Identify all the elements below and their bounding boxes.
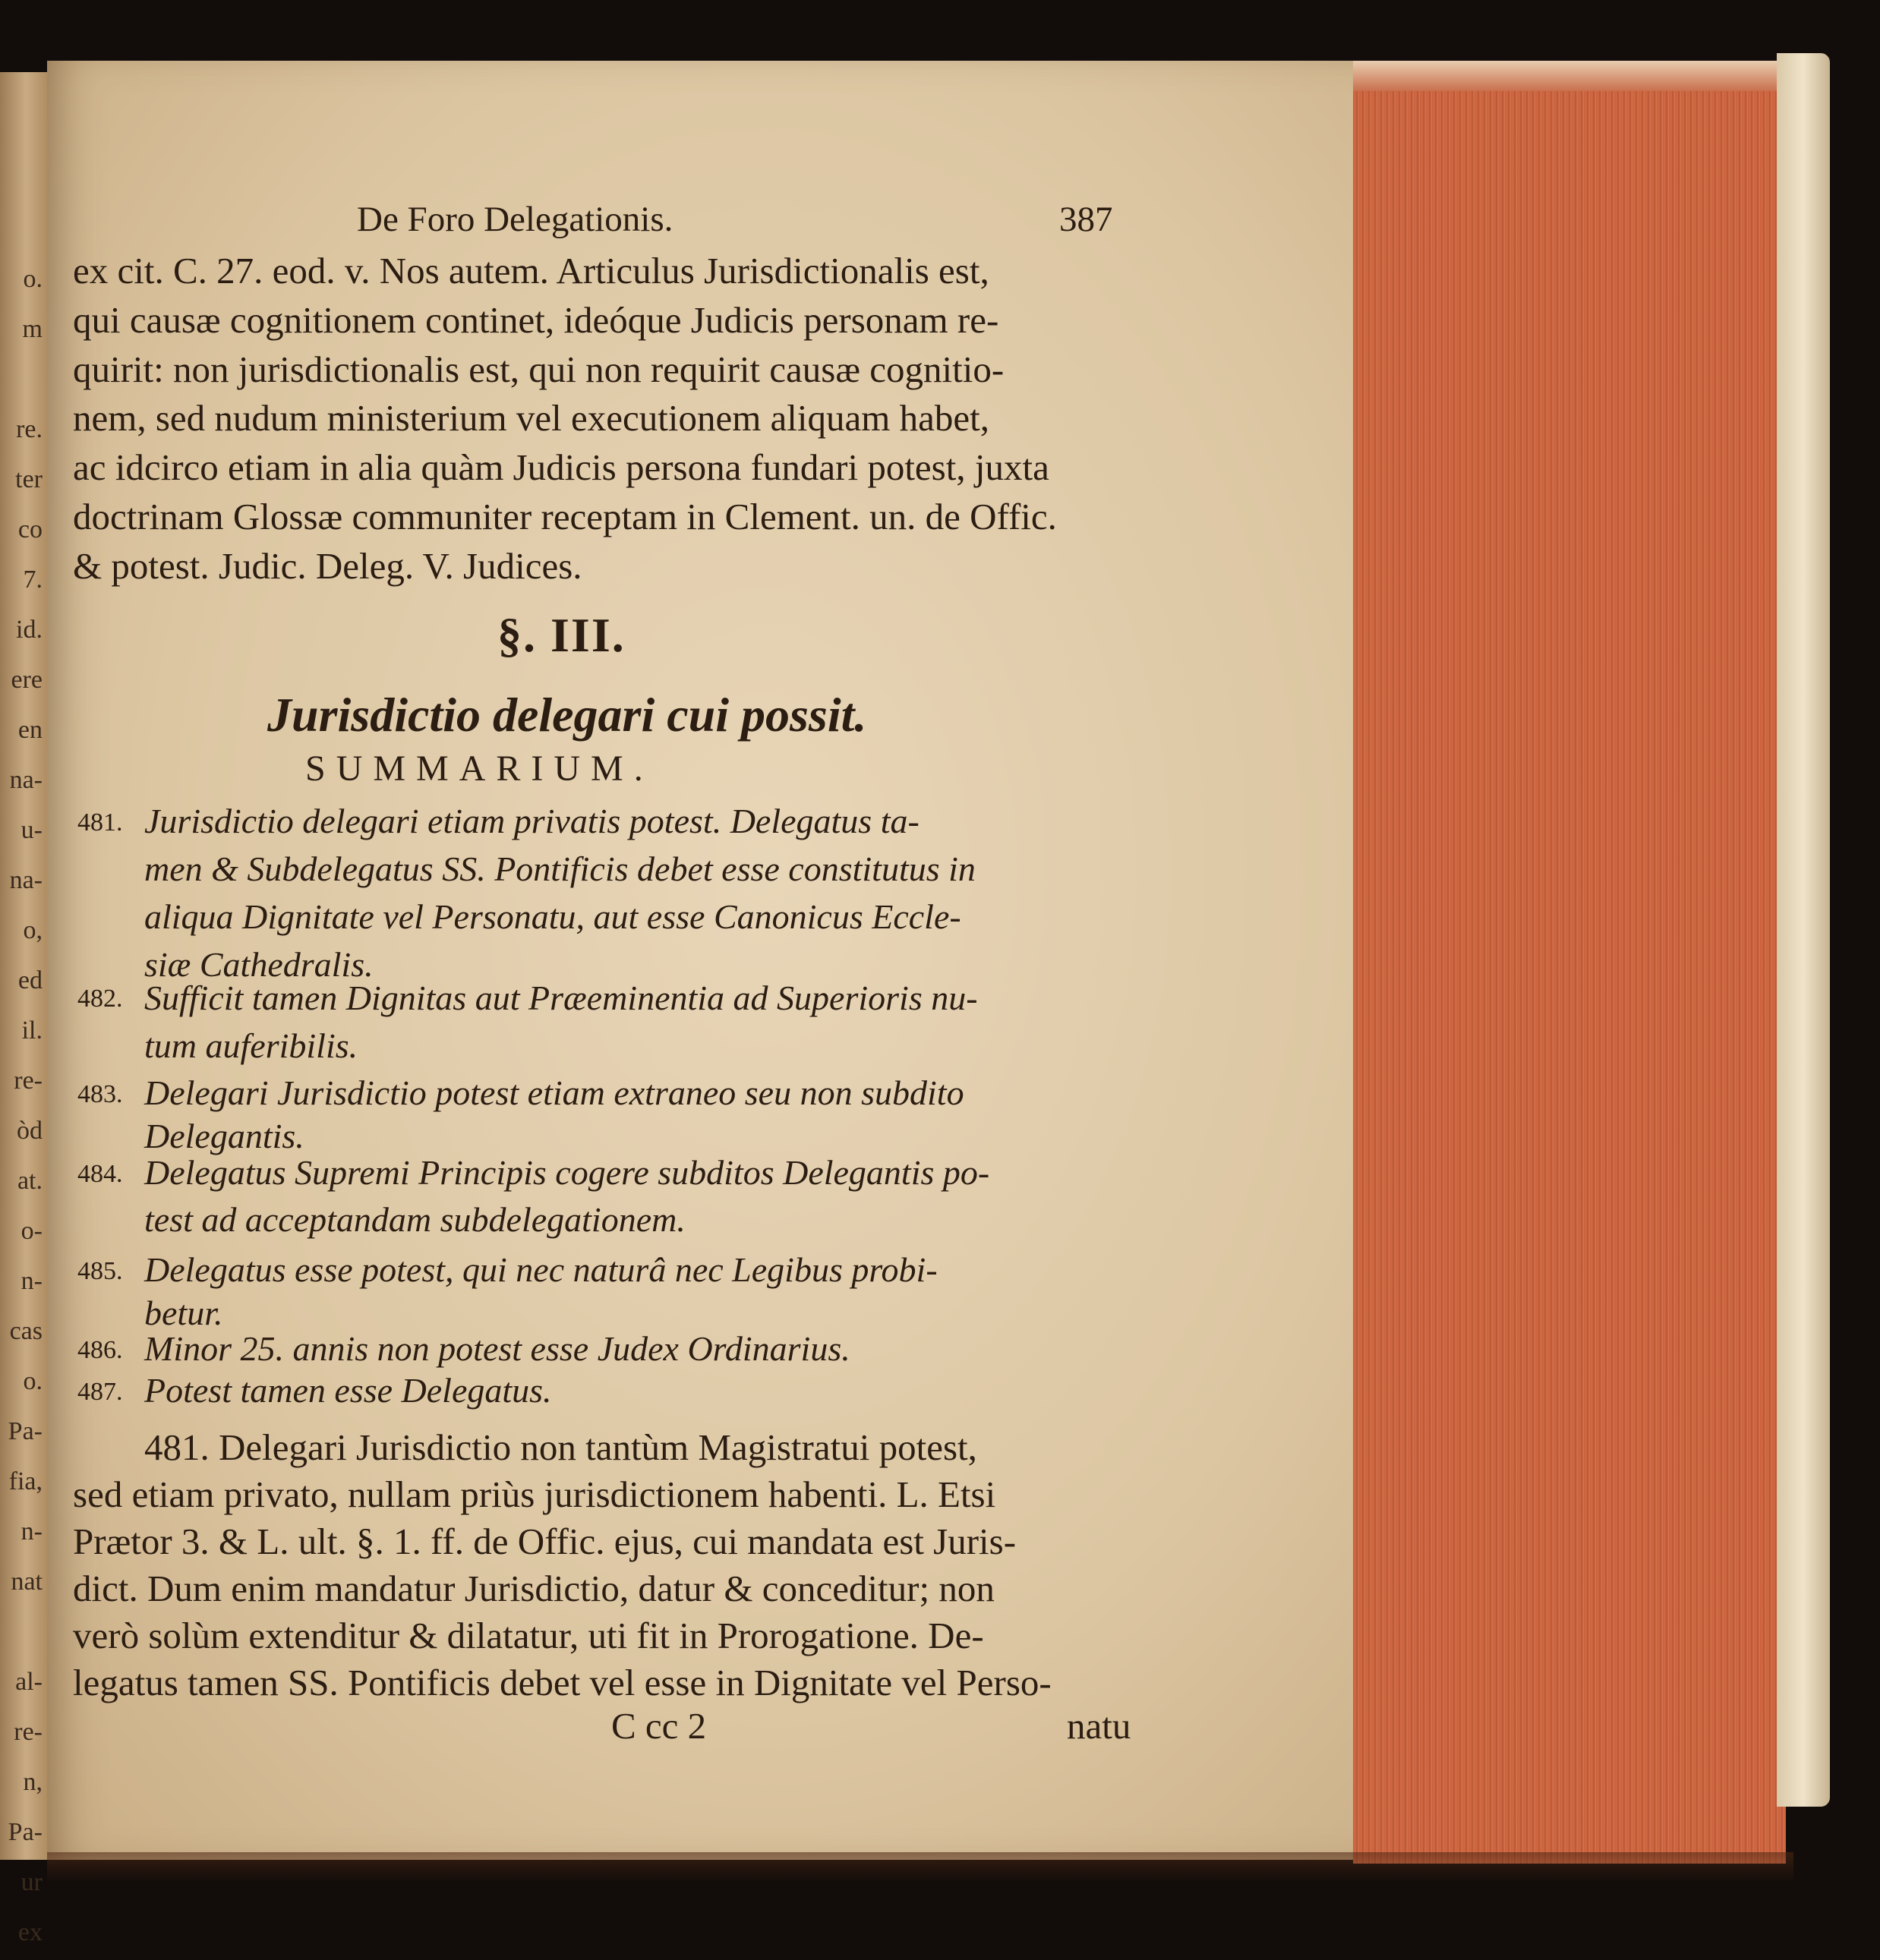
- previous-page-fragment: o.: [23, 265, 43, 293]
- previous-page-fragment: ter: [15, 465, 43, 493]
- summary-number: 486.: [77, 1336, 123, 1364]
- summary-line: Delegatus Supremi Principis cogere subditos Delegantis po-: [144, 1153, 990, 1192]
- para2-line: verò solùm extenditur & dilatatur, uti fit in Prorogatione. De-: [73, 1615, 984, 1656]
- previous-page-fragment: n,: [23, 1768, 43, 1796]
- section-title: Jurisdictio delegari cui possit.: [267, 688, 867, 742]
- para1-line: ac idcirco etiam in alia quàm Judicis persona fundari potest, juxta: [73, 446, 1049, 488]
- previous-page-fragment: o.: [23, 1367, 43, 1395]
- summary-number: 481.: [77, 808, 123, 837]
- summary-number: 484.: [77, 1160, 123, 1188]
- para1-line: qui causæ cognitionem continet, ideóque Judicis personam re-: [73, 299, 999, 341]
- summary-line: men & Subdelegatus SS. Pontificis debet esse constitutus in: [144, 849, 976, 888]
- previous-page-fragment: n-: [21, 1267, 43, 1295]
- previous-page-fragment: en: [17, 716, 43, 744]
- previous-page-fragment: [0, 355, 47, 405]
- previous-page-fragment: at.: [17, 1167, 43, 1195]
- para1-line: quirit: non jurisdictionalis est, qui non requirit causæ cognitio-: [73, 348, 1005, 390]
- summary-line: siæ Cathedralis.: [144, 945, 374, 984]
- previous-page-fragment: [0, 1607, 47, 1657]
- catchword: natu: [1067, 1705, 1131, 1747]
- previous-page-fragment: Pa-: [8, 1818, 43, 1846]
- previous-page-fragment: nat: [11, 1568, 43, 1596]
- previous-page-fragment: Pa-: [8, 1417, 43, 1445]
- summary-line: aliqua Dignitate vel Personatu, aut esse Canonicus Eccle-: [144, 897, 961, 936]
- summary-line: Delegantis.: [144, 1117, 304, 1155]
- para1-line: ex cit. C. 27. eod. v. Nos autem. Articulus Jurisdictionalis est,: [73, 250, 989, 291]
- signature-mark: C cc 2: [611, 1705, 707, 1747]
- fore-edge: [1353, 61, 1786, 1864]
- summary-number: 482.: [77, 985, 123, 1013]
- para1-line: nem, sed nudum ministerium vel executionem aliquam habet,: [73, 397, 990, 439]
- previous-page-fragment: ur: [21, 1868, 43, 1896]
- running-title: De Foro Delegationis.: [357, 200, 673, 239]
- summary-line: Delegari Jurisdictio potest etiam extraneo seu non subdito: [144, 1073, 964, 1112]
- previous-page-fragment: òd: [17, 1117, 43, 1145]
- page-number: 387: [1059, 200, 1113, 239]
- previous-page-fragment: re-: [14, 1718, 43, 1746]
- para2-line: sed etiam privato, nullam priùs jurisdictionem habenti. L. Etsi: [73, 1473, 996, 1515]
- previous-page-fragment: re-: [14, 1067, 43, 1095]
- previous-page-fragment: fia,: [8, 1467, 43, 1495]
- previous-page-fragment: al-: [15, 1668, 43, 1696]
- para2-line: legatus tamen SS. Pontificis debet vel esse in Dignitate vel Perso-: [73, 1662, 1052, 1703]
- previous-page-fragment: cas: [9, 1317, 43, 1345]
- previous-page-fragments: [0, 254, 47, 1958]
- summary-line: Minor 25. annis non potest esse Judex Ordinarius.: [144, 1329, 850, 1368]
- summary-number: 487.: [77, 1378, 123, 1406]
- fore-edge-top: [1353, 61, 1786, 91]
- para2-line: 481. Delegari Jurisdictio non tantùm Magistratui potest,: [144, 1426, 977, 1468]
- previous-page-fragment: n-: [21, 1517, 43, 1546]
- summary-line: test ad acceptandam subdelegationem.: [144, 1200, 686, 1239]
- summary-line: Potest tamen esse Delegatus.: [144, 1371, 552, 1410]
- previous-page-fragment: 7.: [23, 566, 43, 594]
- summary-heading: SUMMARIUM.: [305, 748, 654, 789]
- previous-page-fragment: o,: [23, 916, 43, 944]
- previous-page-fragment: o-: [21, 1217, 43, 1245]
- section-mark: §. III.: [497, 608, 626, 662]
- previous-page-fragment: m: [22, 315, 43, 343]
- previous-page-fragment: u-: [21, 816, 43, 844]
- summary-line: Delegatus esse potest, qui nec naturâ nec Legibus probi-: [144, 1250, 938, 1289]
- summary-line: tum auferibilis.: [144, 1026, 358, 1065]
- previous-page-fragment: co: [17, 515, 43, 544]
- summary-number: 485.: [77, 1257, 123, 1285]
- previous-page-fragment: ex: [17, 1918, 43, 1946]
- previous-page-fragment: ere: [11, 666, 43, 694]
- summary-line: betur.: [144, 1294, 223, 1332]
- previous-page-fragment: ed: [17, 966, 43, 994]
- previous-page-edge: [0, 72, 47, 1946]
- book-cover-edge: [1777, 53, 1830, 1807]
- para1-line: doctrinam Glossæ communiter receptam in Clement. un. de Offic.: [73, 496, 1057, 537]
- previous-page-fragment: re.: [16, 415, 43, 443]
- bottom-shadow: [47, 1852, 1793, 1883]
- previous-page-fragment: na-: [9, 766, 43, 794]
- summary-line: Sufficit tamen Dignitas aut Præeminentia ad Superioris nu-: [144, 978, 978, 1017]
- previous-page-fragment: il.: [21, 1016, 43, 1045]
- previous-page-fragment: na-: [9, 866, 43, 894]
- para2-line: dict. Dum enim mandatur Jurisdictio, datur & conceditur; non: [73, 1568, 995, 1609]
- previous-page-fragment: id.: [16, 616, 43, 644]
- para1-line: & potest. Judic. Deleg. V. Judices.: [73, 545, 582, 587]
- para2-line: Prætor 3. & L. ult. §. 1. ff. de Offic. ejus, cui mandata est Juris-: [73, 1520, 1017, 1562]
- summary-number: 483.: [77, 1080, 123, 1108]
- summary-line: Jurisdictio delegari etiam privatis potest. Delegatus ta-: [144, 802, 919, 840]
